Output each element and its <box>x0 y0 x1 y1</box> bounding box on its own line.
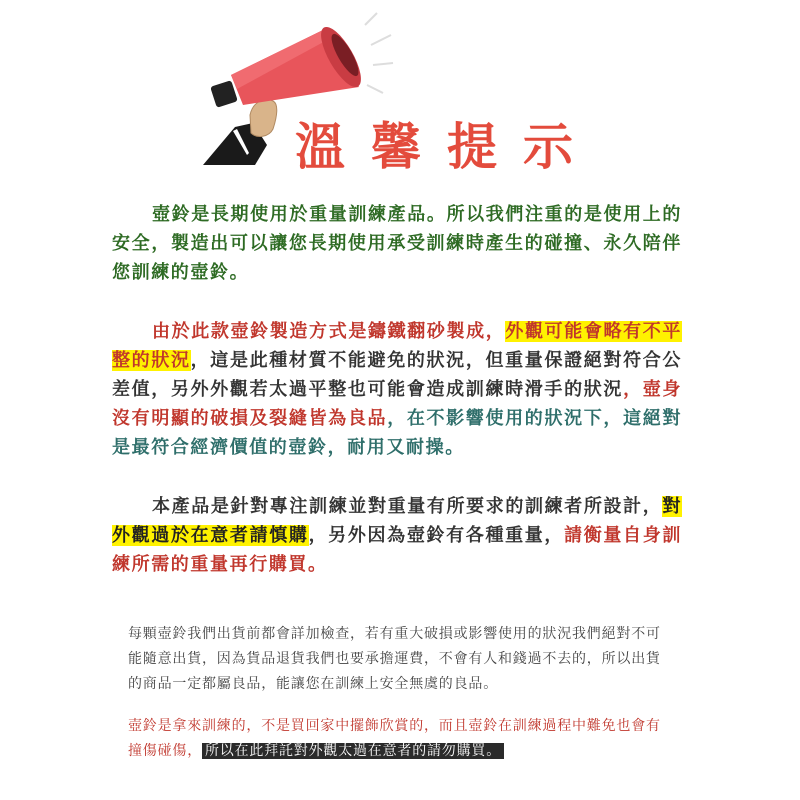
casting-good-product: ，壺身沒有明顯的破損及裂縫皆為良品 <box>112 379 682 429</box>
highlight-appearance: 外觀可能會略有不平整的狀況 <box>112 321 682 371</box>
design-intro: 本產品是針對專注訓練並對重量有所要求的訓練者所設計， <box>152 496 663 517</box>
note-training <box>128 714 673 764</box>
paragraph-casting <box>112 317 682 462</box>
paragraph-design <box>112 492 682 579</box>
casting-value: ，在不影響使用的狀況下，這絕對是最符合經濟價值的壺鈴，耐用又耐操。 <box>112 408 682 458</box>
note-inspection: 每顆壺鈴我們出貨前都會詳加檢查，若有重大破損或影響使用的狀況我們絕對不可能隨意出貨，因為貨品退貨我們也要承擔運費，不會有人和錢過不去的，所以出貨的商品一定都屬良品，能讓您在訓練上安全無虞的良品。 <box>128 626 661 692</box>
casting-intro: 由於此款壺鈴製造方式是鑄鐵翻砂製成， <box>152 321 506 342</box>
design-weights: ，另外因為壺鈴有各種重量， <box>308 525 565 546</box>
header-banner <box>195 5 599 180</box>
paragraph-safety-text: 壺鈴是長期使用於重量訓練產品。所以我們注重的是使用上的安全，製造出可以讓您長期使用承受訓練時產生的碰撞、永久陪伴您訓練的壺鈴。 <box>112 204 682 283</box>
design-advice: 請衡量自身訓練所需的重量再行購買。 <box>112 525 682 575</box>
note-training-highlight: 所以在此拜託對外觀太過在意者的請勿購買。 <box>202 743 504 759</box>
paragraph-safety <box>112 200 682 287</box>
highlight-caution: 對外觀過於在意者請慎購 <box>112 496 682 546</box>
page-title: 溫馨提示 <box>295 118 599 176</box>
note-training-text: 壺鈴是拿來訓練的，不是買回家中擺飾欣賞的，而且壺鈴在訓練過程中難免也會有撞傷碰傷， <box>128 718 661 759</box>
casting-tolerance: ，這是此種材質不能避免的狀況，但重量保證絕對符合公差值，另外外觀若太過平整也可能會造成訓練時滑手的狀況 <box>112 350 683 400</box>
